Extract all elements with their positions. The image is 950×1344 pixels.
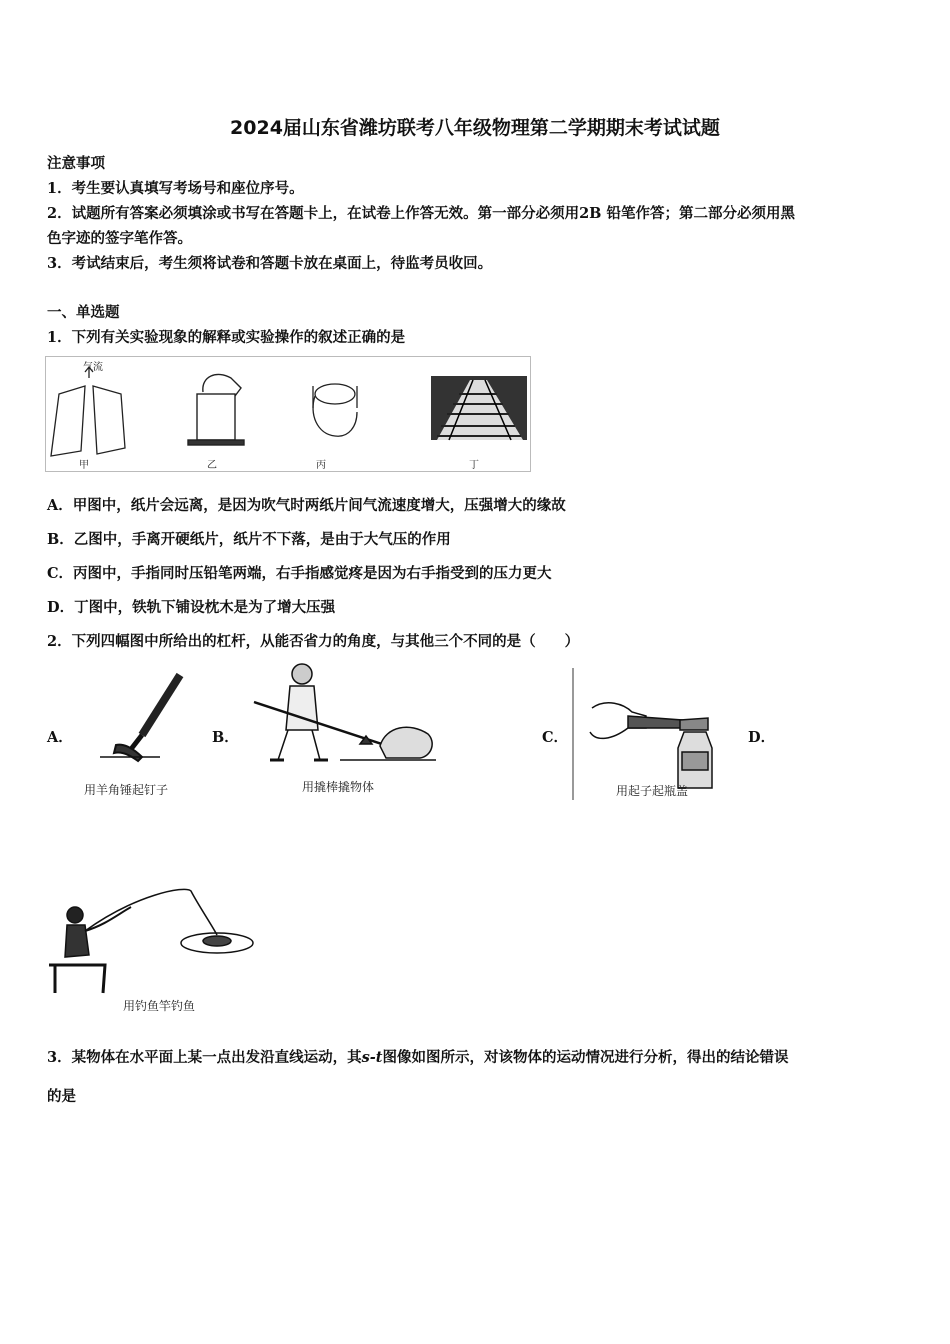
q2-caption-c: 用起子起瓶盖 bbox=[616, 784, 689, 798]
crowbar-worker-icon bbox=[250, 660, 440, 772]
q2-figure-c bbox=[572, 668, 722, 800]
q2-label-b: B． bbox=[212, 729, 239, 746]
notice-heading: 注意事项 bbox=[47, 155, 105, 172]
notice-item-2: 2．试题所有答案必须填涂或书写在答题卡上，在试卷上作答无效。第一部分必须用2B 铅笔作答；第二部分必须用黑 bbox=[47, 205, 795, 222]
q3-stem-st: s-t bbox=[361, 1049, 383, 1066]
q2-caption-b: 用撬棒撬物体 bbox=[302, 780, 375, 794]
q1-option-a: A．甲图中，纸片会远离，是因为吹气时两纸片间气流速度增大，压强增大的缘故 bbox=[47, 497, 566, 514]
q2-label-a: A． bbox=[47, 729, 73, 746]
q2-figure-a bbox=[80, 665, 190, 800]
fig-label-ding: 丁 bbox=[469, 460, 479, 471]
section-heading: 一、单选题 bbox=[47, 304, 120, 321]
q3-stem-cont: 的是 bbox=[47, 1088, 76, 1105]
airflow-label: 气流 bbox=[83, 362, 103, 373]
fishing-rod-icon bbox=[45, 885, 257, 995]
q3-stem bbox=[47, 1046, 788, 1067]
railway-icon bbox=[431, 376, 527, 440]
hand-pencil-icon bbox=[313, 384, 357, 436]
q2-stem: 2．下列四幅图中所给出的杠杆，从能否省力的角度，与其他三个不同的是（ ） bbox=[47, 633, 580, 650]
q1-figure-drawing bbox=[45, 356, 531, 472]
fig-label-jia: 甲 bbox=[79, 460, 89, 471]
q2-caption-a: 用羊角锤起钉子 bbox=[84, 783, 169, 797]
page-title: 2024届山东省潍坊联考八年级物理第二学期期末考试试题 bbox=[230, 117, 720, 139]
paper-sheets-icon bbox=[51, 367, 125, 456]
notice-item-3: 3．考试结束后，考生须将试卷和答题卡放在桌面上，待监考员收回。 bbox=[47, 255, 493, 272]
q2-caption-d: 用钓鱼竿钓鱼 bbox=[123, 999, 196, 1013]
q2-figure-b bbox=[250, 660, 440, 800]
q3-stem-pre: 3．某物体在水平面上某一点出发沿直线运动，其 bbox=[47, 1049, 362, 1066]
q1-stem: 1．下列有关实验现象的解释或实验操作的叙述正确的是 bbox=[47, 329, 406, 346]
claw-hammer-icon bbox=[80, 665, 190, 770]
bottle-opener-icon bbox=[572, 668, 722, 800]
q2-label-c: C． bbox=[542, 729, 569, 746]
water-glass-icon bbox=[188, 374, 244, 445]
q2-figure-d bbox=[45, 885, 257, 1015]
notice-item-2-cont: 色字迹的签字笔作答。 bbox=[47, 230, 192, 247]
q1-option-d: D．丁图中，铁轨下铺设枕木是为了增大压强 bbox=[47, 599, 336, 616]
q3-stem-post: 图像如图所示，对该物体的运动情况进行分析，得出的结论错误 bbox=[382, 1049, 789, 1066]
q1-option-c: C．丙图中，手指同时压铅笔两端，右手指感觉疼是因为右手指受到的压力更大 bbox=[47, 565, 552, 582]
q2-label-d: D． bbox=[748, 729, 776, 746]
q1-option-b: B．乙图中，手离开硬纸片，纸片不下落，是由于大气压的作用 bbox=[47, 531, 451, 548]
fig-label-bing: 丙 bbox=[316, 460, 326, 471]
notice-item-1: 1．考生要认真填写考场号和座位序号。 bbox=[47, 180, 304, 197]
q1-figure bbox=[45, 356, 531, 472]
fig-label-yi: 乙 bbox=[207, 460, 217, 471]
